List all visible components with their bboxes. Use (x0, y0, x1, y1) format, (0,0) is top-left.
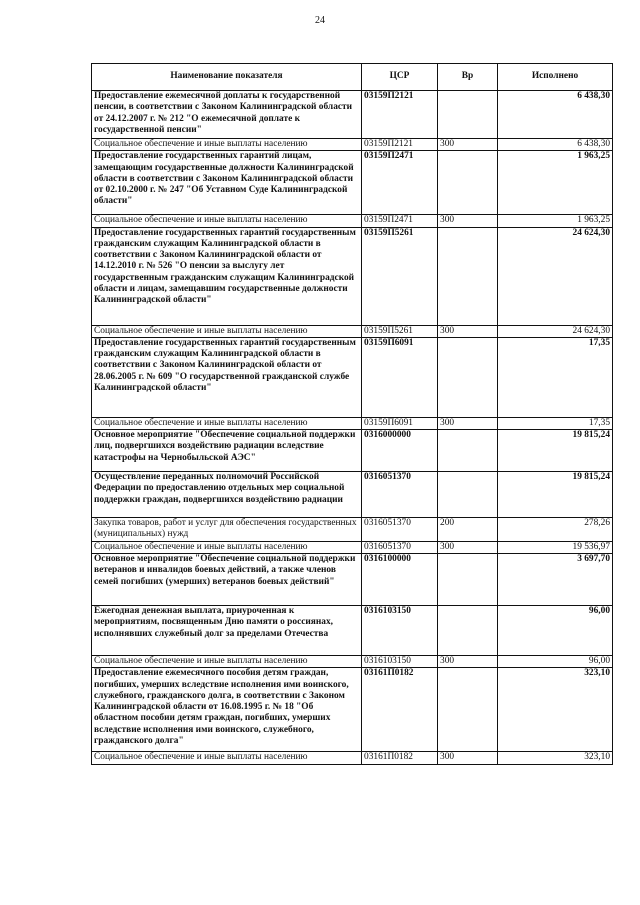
row-name-cell: Предоставление государственных гарантий государственным гражданским служащим Калининградской области в соответствии с Законом Калининградской области от 28.06.2005 г. № 609 "О государственной гражданской службе Калининградской области" (92, 337, 362, 417)
table-row (92, 472, 613, 518)
row-value-cell: 24 624,30 (498, 325, 613, 337)
row-csr-cell: 0316000000 (362, 430, 438, 472)
row-vr-cell: 300 (438, 655, 498, 667)
row-vr-cell (438, 605, 498, 655)
row-csr-cell: 03159П2471 (362, 215, 438, 227)
row-name-cell: Основное мероприятие "Обеспечение социальной поддержки ветеранов и инвалидов боевых действий, а также членов семей погибших (умерших) ветеранов боевых действий" (92, 553, 362, 605)
row-name-cell: Социальное обеспечение и иные выплаты населению (92, 325, 362, 337)
budget-execution-table (91, 63, 613, 765)
header-executed: Исполнено (498, 64, 613, 91)
row-name-cell: Предоставление ежемесячной доплаты к государственной пенсии, в соответствии с Законом Калининградской области от 24.12.2007 г. № 212 "О ежемесячной доплате к государственной пенсии" (92, 91, 362, 139)
row-vr-cell: 300 (438, 215, 498, 227)
table-row (92, 151, 613, 215)
header-name: Наименование показателя (92, 64, 362, 91)
row-value-cell: 19 815,24 (498, 472, 613, 518)
row-csr-cell: 03159П5261 (362, 227, 438, 325)
row-name-cell: Социальное обеспечение и иные выплаты населению (92, 541, 362, 553)
row-csr-cell: 0316103150 (362, 655, 438, 667)
row-name-cell: Социальное обеспечение и иные выплаты населению (92, 417, 362, 429)
row-vr-cell (438, 430, 498, 472)
row-name-cell: Закупка товаров, работ и услуг для обеспечения государственных (муниципальных) нужд (92, 518, 362, 542)
table-row (92, 655, 613, 667)
row-vr-cell (438, 337, 498, 417)
header-csr: ЦСР (362, 64, 438, 91)
row-vr-cell (438, 553, 498, 605)
row-csr-cell: 03159П6091 (362, 417, 438, 429)
row-name-cell: Предоставление ежемесячного пособия детям граждан, погибших, умерших вследствие исполнения ими воинского, служебного, гражданского долга, в соответствии с Законом Калининградской области от 16.08.1995 г. № 18 "Об областном пособии детям граждан, погибших, умерших вследствие исполнения ими воинского, служебного, гражданского долга" (92, 668, 362, 752)
row-name-cell: Социальное обеспечение и иные выплаты населению (92, 655, 362, 667)
row-csr-cell: 03159П2121 (362, 91, 438, 139)
row-name-cell: Осуществление переданных полномочий Российской Федерации по предоставлению отдельных мер социальной поддержки граждан, подвергшихся воздействию радиации (92, 472, 362, 518)
table-row (92, 227, 613, 325)
page-number: 24 (315, 15, 325, 26)
row-csr-cell: 03161П0182 (362, 668, 438, 752)
row-vr-cell (438, 227, 498, 325)
row-vr-cell: 300 (438, 541, 498, 553)
row-value-cell: 6 438,30 (498, 139, 613, 151)
row-vr-cell (438, 91, 498, 139)
row-csr-cell: 0316103150 (362, 605, 438, 655)
row-csr-cell: 03159П6091 (362, 337, 438, 417)
row-vr-cell: 300 (438, 325, 498, 337)
table-row (92, 430, 613, 472)
table-body (92, 91, 613, 765)
row-name-cell: Социальное обеспечение и иные выплаты населению (92, 139, 362, 151)
row-value-cell: 1 963,25 (498, 215, 613, 227)
row-vr-cell: 300 (438, 139, 498, 151)
row-csr-cell: 03161П0182 (362, 752, 438, 764)
row-value-cell: 96,00 (498, 655, 613, 667)
table-row (92, 518, 613, 542)
table-header-row (92, 64, 613, 91)
row-csr-cell: 03159П5261 (362, 325, 438, 337)
row-csr-cell: 0316100000 (362, 553, 438, 605)
row-value-cell: 19 536,97 (498, 541, 613, 553)
row-csr-cell: 0316051370 (362, 518, 438, 542)
row-value-cell: 96,00 (498, 605, 613, 655)
row-csr-cell: 0316051370 (362, 472, 438, 518)
row-value-cell: 323,10 (498, 752, 613, 764)
row-vr-cell (438, 151, 498, 215)
table-row (92, 139, 613, 151)
row-value-cell: 278,26 (498, 518, 613, 542)
table-row (92, 215, 613, 227)
row-name-cell: Социальное обеспечение и иные выплаты населению (92, 752, 362, 764)
row-value-cell: 323,10 (498, 668, 613, 752)
row-name-cell: Основное мероприятие "Обеспечение социальной поддержки лиц, подвергшихся воздействию радиации вследствие катастрофы на Чернобыльской АЭС" (92, 430, 362, 472)
row-value-cell: 3 697,70 (498, 553, 613, 605)
row-value-cell: 1 963,25 (498, 151, 613, 215)
row-name-cell: Ежегодная денежная выплата, приуроченная к мероприятиям, посвященным Дню памяти о россиянах, исполнявших служебный долг за пределами Отечества (92, 605, 362, 655)
row-value-cell: 19 815,24 (498, 430, 613, 472)
row-vr-cell (438, 668, 498, 752)
table-row (92, 553, 613, 605)
row-value-cell: 24 624,30 (498, 227, 613, 325)
table-row (92, 325, 613, 337)
row-csr-cell: 03159П2471 (362, 151, 438, 215)
table-row (92, 417, 613, 429)
table-row (92, 91, 613, 139)
row-vr-cell: 300 (438, 752, 498, 764)
table-row (92, 605, 613, 655)
table-row (92, 668, 613, 752)
row-value-cell: 17,35 (498, 337, 613, 417)
table-row (92, 337, 613, 417)
row-name-cell: Предоставление государственных гарантий государственным гражданским служащим Калининградской области в соответствии с Законом Калининградской области от 14.12.2010 г. № 526 "О пенсии за выслугу лет государственным гражданским служащим Калининградской области и лицам, замещавшим государственные должности Калининградской области" (92, 227, 362, 325)
table-row (92, 752, 613, 764)
row-value-cell: 6 438,30 (498, 91, 613, 139)
row-vr-cell: 300 (438, 417, 498, 429)
row-csr-cell: 03159П2121 (362, 139, 438, 151)
table-row (92, 541, 613, 553)
row-name-cell: Предоставление государственных гарантий лицам, замещающим государственные должности Калининградской области в соответствии с Законом Калининградской области от 02.10.2000 г. № 247 "Об Уставном Суде Калининградской области" (92, 151, 362, 215)
row-csr-cell: 0316051370 (362, 541, 438, 553)
row-value-cell: 17,35 (498, 417, 613, 429)
header-vr: Вр (438, 64, 498, 91)
row-vr-cell (438, 472, 498, 518)
row-vr-cell: 200 (438, 518, 498, 542)
row-name-cell: Социальное обеспечение и иные выплаты населению (92, 215, 362, 227)
